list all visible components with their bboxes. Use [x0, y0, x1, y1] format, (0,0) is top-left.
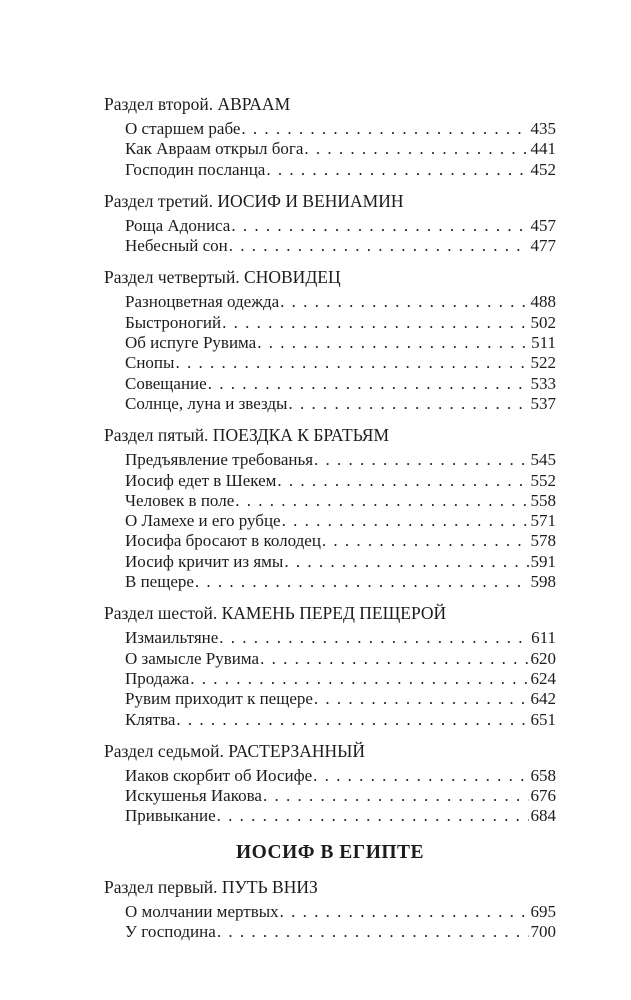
toc-section — [104, 93, 556, 180]
toc-entry-title: Рувим приходит к пещере — [125, 689, 313, 709]
toc-entry — [104, 669, 556, 689]
section-heading: Раздел седьмой. РАСТЕРЗАННЫЙ — [104, 740, 366, 761]
toc-entry — [104, 786, 556, 806]
toc-entry-page: 598 — [530, 572, 556, 592]
toc — [104, 93, 556, 942]
toc-entry — [104, 922, 556, 942]
toc-entry-title: Господин посланца — [125, 159, 266, 179]
toc-entry — [104, 766, 556, 786]
toc-entry — [104, 552, 556, 572]
dot-leader — [176, 710, 528, 730]
toc-entry — [104, 160, 556, 180]
toc-entry-title: Быстроногий — [125, 312, 222, 332]
toc-entry — [104, 353, 556, 373]
dot-leader — [322, 531, 529, 551]
toc-entry-page: 552 — [530, 470, 556, 490]
toc-entry — [104, 471, 556, 491]
toc-entry — [104, 531, 556, 551]
toc-entry — [104, 139, 556, 159]
toc-entry-title: Измаильтяне — [125, 628, 219, 648]
dot-leader — [241, 119, 528, 139]
dot-leader — [222, 313, 528, 333]
toc-entry — [104, 806, 556, 826]
toc-entry-title: Солнце, луна и звезды — [125, 393, 288, 413]
toc-entry — [104, 333, 556, 353]
toc-entry-title: О Ламехе и его рубце — [125, 511, 281, 531]
dot-leader — [260, 649, 528, 669]
toc-entry-title: Как Авраам открыл бога — [125, 139, 304, 159]
dot-leader — [313, 766, 528, 786]
section-heading: Раздел пятый. ПОЕЗДКА К БРАТЬЯМ — [104, 425, 390, 446]
toc-entry-title: Роща Адониса — [125, 215, 231, 235]
toc-entry-page: 700 — [530, 922, 556, 942]
toc-entry-page: 537 — [530, 393, 556, 413]
toc-entry-page: 620 — [530, 648, 556, 668]
toc-section — [104, 876, 556, 943]
toc-section — [104, 424, 556, 592]
toc-entry-title: Продажа — [125, 668, 190, 688]
dot-leader — [217, 922, 529, 942]
toc-entry-title: Искушенья Иакова — [125, 786, 262, 806]
dot-leader — [229, 236, 529, 256]
toc-entry-title: Предъявление требованья — [125, 450, 314, 470]
toc-entry-page: 488 — [530, 292, 556, 312]
toc-entry-title: Человек в поле — [125, 490, 235, 510]
toc-entry — [104, 902, 556, 922]
toc-entry-title: О замысле Рувима — [125, 648, 260, 668]
toc-entry-title: Небесный сон — [125, 236, 228, 256]
toc-entry-title: Об испуге Рувима — [125, 333, 257, 353]
dot-leader — [190, 669, 528, 689]
toc-entry — [104, 292, 556, 312]
section-heading: Раздел третий. ИОСИФ И ВЕНИАМИН — [104, 190, 404, 211]
toc-entry-page: 477 — [530, 236, 556, 256]
toc-entry-page: 452 — [530, 159, 556, 179]
toc-entry-page: 676 — [530, 786, 556, 806]
section-heading: Раздел второй. АВРААМ — [104, 94, 291, 114]
toc-entry-page: 642 — [530, 689, 556, 709]
toc-entry-page: 533 — [530, 373, 556, 393]
dot-leader — [175, 353, 528, 373]
toc-entry — [104, 236, 556, 256]
dot-leader — [314, 450, 528, 470]
toc-entry-page: 558 — [530, 490, 556, 510]
toc-entry-title: Иосиф едет в Шекем — [125, 470, 277, 490]
toc-entry-page: 624 — [530, 668, 556, 688]
toc-entry-page: 457 — [530, 215, 556, 235]
toc-entry-page: 435 — [530, 119, 556, 138]
section-heading: Раздел четвертый. СНОВИДЕЦ — [104, 267, 341, 288]
dot-leader — [257, 333, 529, 353]
toc-entry — [104, 572, 556, 592]
dot-leader — [282, 511, 529, 531]
toc-entry-page: 578 — [530, 531, 556, 551]
dot-leader — [304, 139, 528, 159]
toc-entry-title: О молчании мертвых — [125, 901, 279, 921]
toc-entry-title: Иосифа бросают в колодец — [125, 531, 321, 551]
dot-leader — [280, 292, 528, 312]
toc-entry-page: 502 — [530, 312, 556, 332]
dot-leader — [266, 160, 528, 180]
dot-leader — [263, 786, 529, 806]
toc-entry — [104, 216, 556, 236]
toc-section — [104, 266, 556, 414]
dot-leader — [231, 216, 528, 236]
toc-entry — [104, 313, 556, 333]
dot-leader — [219, 628, 529, 648]
toc-entry-page: 658 — [530, 765, 556, 785]
dot-leader — [217, 806, 529, 826]
toc-entry-title: Иосиф кричит из ямы — [125, 551, 284, 571]
toc-section — [104, 190, 556, 257]
dot-leader — [280, 902, 529, 922]
section-heading: Раздел первый. ПУТЬ ВНИЗ — [104, 876, 318, 897]
toc-entry-title: О старшем рабе — [125, 119, 241, 138]
toc-entry-page: 695 — [530, 901, 556, 921]
toc-entry-page: 441 — [530, 139, 556, 159]
toc-entry — [104, 394, 556, 414]
dot-leader — [288, 394, 528, 414]
toc-entry-page: 684 — [530, 806, 556, 826]
part-title: ИОСИФ В ЕГИПТЕ — [235, 841, 425, 863]
toc-entry-title: Клятва — [125, 709, 176, 729]
toc-section — [104, 602, 556, 729]
toc-entry-page: 651 — [530, 709, 556, 729]
toc-entry — [104, 710, 556, 730]
dot-leader — [314, 689, 529, 709]
toc-entry-title: Привыкание — [125, 806, 216, 826]
dot-leader — [284, 552, 528, 572]
dot-leader — [235, 491, 528, 511]
dot-leader — [277, 471, 528, 491]
toc-section — [104, 740, 556, 827]
dot-leader — [195, 572, 529, 592]
toc-entry-title: Совещание — [125, 373, 207, 393]
toc-entry — [104, 491, 556, 511]
toc-entry-title: В пещере — [125, 572, 194, 592]
dot-leader — [208, 374, 529, 394]
toc-entry-page: 545 — [530, 450, 556, 470]
toc-entry-title: У господина — [125, 922, 216, 942]
toc-entry — [104, 628, 556, 648]
toc-entry-page: 611 — [531, 628, 556, 648]
toc-entry-title: Снопы — [125, 353, 175, 373]
section-heading: Раздел шестой. КАМЕНЬ ПЕРЕД ПЕЩЕРОЙ — [104, 603, 447, 624]
toc-entry-title: Иаков скорбит об Иосифе — [125, 765, 313, 785]
toc-entry — [104, 374, 556, 394]
toc-entry — [104, 450, 556, 470]
toc-entry-page: 571 — [530, 511, 556, 531]
toc-entry — [104, 511, 556, 531]
toc-entry — [104, 119, 556, 139]
toc-entry-page: 522 — [530, 353, 556, 373]
toc-entry — [104, 689, 556, 709]
toc-entry-page: 511 — [531, 333, 556, 353]
toc-entry-page: 591 — [530, 551, 556, 571]
toc-entry — [104, 649, 556, 669]
toc-entry-title: Разноцветная одежда — [125, 292, 280, 312]
